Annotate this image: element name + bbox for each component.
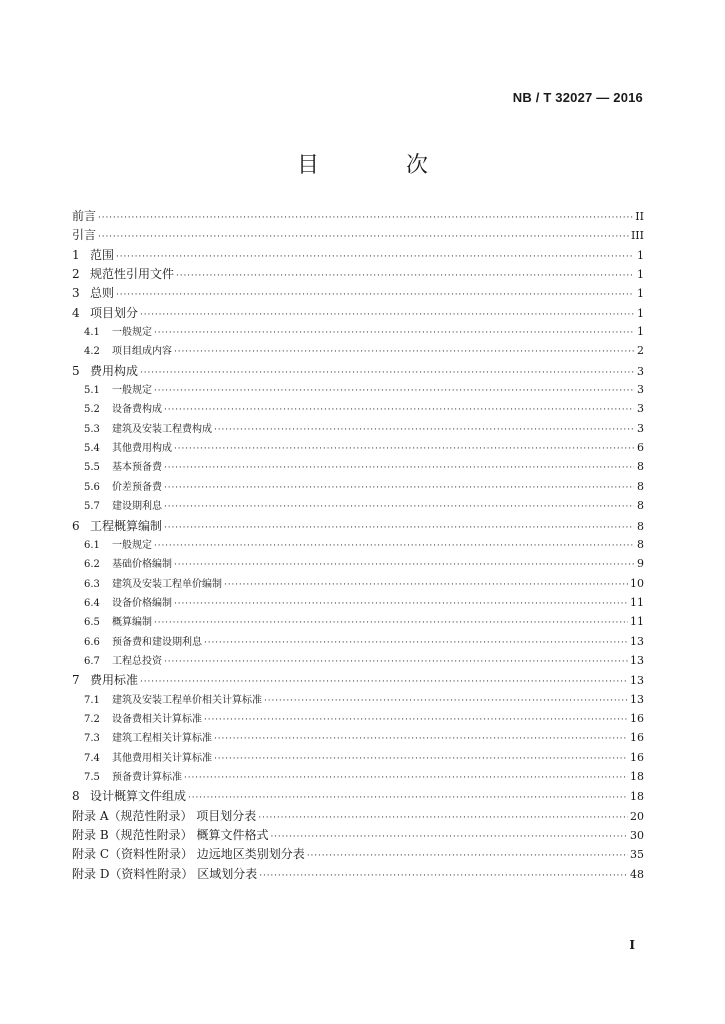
toc-entry-label: 附录 A（规范性附录） 项目划分表 [72,808,257,823]
toc-leader-dots [264,695,628,706]
toc-entry[interactable] [72,265,644,284]
toc-leader-dots [204,714,628,725]
toc-leader-dots [174,346,634,357]
toc-entry-page: 48 [630,867,644,881]
toc-entry-number: 4 [72,305,80,320]
toc-entry-page: 8 [637,499,644,513]
toc-entry-label: 基础价格编制 [112,559,172,571]
toc-entry-page: 8 [637,460,644,474]
toc-entry-page: 3 [637,383,644,397]
toc-leader-dots [116,248,634,262]
toc-entry[interactable] [72,575,644,594]
toc-entry[interactable] [72,555,644,574]
toc-entry-label: 设计概算文件组成 [90,789,187,804]
toc-leader-dots [258,809,628,823]
toc-leader-dots [174,559,634,570]
toc-entry-label: 其他费用构成 [112,443,172,455]
page-number: I [629,938,635,952]
toc-leader-dots [307,847,628,861]
toc-entry-page: 1 [637,287,644,301]
toc-entry-number: 7.3 [84,733,100,745]
toc-entry-number: 6.7 [84,655,100,667]
toc-entry-label: 概算编制 [112,617,152,629]
toc-entry-number: 3 [72,286,80,301]
toc-entry-page: 9 [637,557,644,571]
toc-entry-page: 10 [630,576,644,590]
toc-entry-label: 附录 B（规范性附录） 概算文件格式 [72,828,269,842]
toc-entry[interactable] [72,284,644,303]
toc-entry-label: 设备价格编制 [112,597,172,609]
toc-entry[interactable] [72,807,644,826]
toc-entry-page: III [630,229,644,243]
toc-entry-label: 费用标准 [90,673,139,688]
toc-entry-page: 3 [637,364,644,378]
toc-leader-dots [164,656,628,667]
toc-entry-number: 6.5 [84,617,100,629]
toc-entry[interactable] [72,768,644,787]
toc-entry[interactable] [72,787,644,806]
toc-entry-page: 18 [630,790,644,804]
toc-entry[interactable] [72,246,644,265]
toc-entry[interactable] [72,497,644,516]
toc-entry-number: 5.5 [84,462,100,474]
toc-entry[interactable] [72,826,644,845]
toc-leader-dots [140,306,634,320]
toc-entry-label: 预备费和建设期利息 [112,636,202,648]
toc-entry[interactable] [72,749,644,768]
toc-leader-dots [188,789,628,803]
toc-entry-number: 4.1 [84,327,100,339]
toc-entry-page: 11 [630,615,644,629]
toc-entry-number: 6.1 [84,539,100,551]
toc-entry[interactable] [72,671,644,690]
toc-entry[interactable] [72,710,644,729]
toc-entry-number: 5.3 [84,423,100,435]
toc-entry-page: 1 [637,248,644,262]
toc-entry[interactable] [72,439,644,458]
toc-entry-number: 5.1 [84,385,100,397]
toc-entry-page: 8 [637,537,644,551]
toc-entry-page: 16 [630,750,644,764]
toc-leader-dots [140,364,634,378]
toc-entry[interactable] [72,633,644,652]
toc-entry-label: 一般规定 [112,327,152,339]
toc-entry[interactable] [72,517,644,536]
toc-leader-dots [224,579,628,590]
toc-entry-label: 预备费计算标准 [112,771,182,783]
toc-leader-dots [164,482,634,493]
toc-entry-number: 6.3 [84,578,100,590]
toc-entry-number: 7.5 [84,771,100,783]
toc-leader-dots [184,772,628,783]
toc-entry-number: 4.2 [84,346,100,358]
toc-entry-page: 2 [637,344,644,358]
toc-entry-label: 工程总投资 [112,655,162,667]
toc-entry-page: 13 [630,634,644,648]
toc-entry-page: 8 [637,519,644,533]
toc-leader-dots [204,637,628,648]
toc-leader-dots [176,267,634,281]
toc-entry-number: 1 [72,247,80,262]
toc-entry-label: 范围 [90,247,115,262]
toc-leader-dots [164,404,634,415]
toc-entry[interactable] [72,536,644,555]
toc-entry-page: 1 [637,268,644,282]
toc-entry[interactable] [72,613,644,632]
toc-entry-label: 费用构成 [90,363,139,378]
page-title: 目 次 [297,153,468,178]
toc-entry-number: 2 [72,267,80,282]
toc-entry-number: 5.4 [84,443,100,455]
toc-entry[interactable] [72,342,644,361]
toc-entry-page: 13 [630,653,644,667]
toc-entry-number: 5.7 [84,501,100,513]
toc-entry-number: 7.1 [84,694,100,706]
toc-entry[interactable] [72,381,644,400]
toc-entry-number: 6.6 [84,636,100,648]
toc-entry-page: 16 [630,711,644,725]
toc-entry-label: 价差预备费 [112,481,162,493]
toc-entry-number: 5.6 [84,481,100,493]
toc-entry-number: 6.4 [84,597,100,609]
toc-leader-dots [214,733,628,744]
toc-leader-dots [154,385,634,396]
toc-leader-dots [214,424,634,435]
toc-entry-label: 一般规定 [112,385,152,397]
toc-entry-page: 1 [637,325,644,339]
toc-entry-page: 8 [637,479,644,493]
toc-leader-dots [164,501,634,512]
toc-entry-label: 建筑及安装工程费构成 [112,423,212,435]
toc-entry-page: II [635,210,644,223]
toc-leader-dots [174,598,628,609]
toc-entry-label: 设备费构成 [112,404,162,416]
toc-entry-label: 设备费相关计算标准 [112,713,202,725]
toc-entry[interactable] [72,362,644,381]
toc-entry-label: 其他费用相关计算标准 [112,752,212,764]
toc-entry-page: 13 [630,692,644,706]
toc-entry[interactable] [72,304,644,323]
toc-leader-dots [214,753,628,764]
toc-entry[interactable] [72,729,644,748]
toc-entry-label: 建筑工程相关计算标准 [112,733,212,745]
toc-entry[interactable] [72,652,644,671]
toc-leader-dots [116,286,634,300]
toc-entry-label: 建筑及安装工程单价相关计算标准 [112,694,262,706]
toc-entry-page: 18 [630,769,644,783]
toc-entry-page: 1 [637,306,644,320]
toc-entry-label: 建筑及安装工程单价编制 [112,578,222,590]
toc-entry-page: 3 [637,402,644,416]
toc-entry-label: 附录 C（资料性附录） 边远地区类别划分表 [72,847,305,862]
toc-entry-number: 5.2 [84,404,100,416]
toc-entry-page: 6 [637,441,644,455]
toc-entry-label: 一般规定 [112,539,152,551]
toc-entry[interactable] [72,323,644,342]
toc-leader-dots [154,617,628,628]
toc-entry-page: 13 [630,674,644,688]
toc-entry-label: 项目组成内容 [112,346,172,358]
toc-entry-number: 7 [72,673,80,688]
toc-entry-number: 6 [72,518,80,533]
toc-entry-page: 20 [630,809,644,823]
toc-entry-page: 30 [630,829,644,842]
toc-entry-number: 6.2 [84,559,100,571]
toc-entry[interactable] [72,865,644,884]
toc-entry-label: 基本预备费 [112,462,162,474]
toc-entry[interactable] [72,691,644,710]
toc-entry-page: 11 [630,595,644,609]
standard-code: NB / T 32027 — 2016 [512,90,643,105]
toc-entry-label: 前言 [72,209,97,223]
table-of-contents [72,207,644,884]
toc-entry-label: 规范性引用文件 [90,267,175,282]
toc-entry-label: 附录 D（资料性附录） 区域划分表 [72,866,258,881]
toc-entry[interactable] [72,420,644,439]
toc-entry[interactable] [72,400,644,419]
toc-entry-number: 7.2 [84,713,100,725]
toc-entry[interactable] [72,594,644,613]
toc-leader-dots [174,443,634,454]
toc-leader-dots [140,673,628,687]
toc-entry[interactable] [72,226,644,245]
toc-entry-number: 5 [72,363,80,378]
toc-entry-number: 8 [72,789,80,804]
toc-leader-dots [164,462,634,473]
toc-entry-label: 引言 [72,228,97,243]
toc-leader-dots [164,519,634,533]
toc-entry-page: 16 [630,731,644,745]
toc-entry-label: 总则 [90,286,115,301]
toc-leader-dots [270,828,628,842]
toc-entry[interactable] [72,207,644,226]
toc-entry[interactable] [72,845,644,864]
toc-entry-page: 35 [630,848,644,862]
toc-leader-dots [98,209,633,223]
toc-entry-label: 建设期利息 [112,501,162,513]
toc-entry[interactable] [72,458,644,477]
toc-leader-dots [98,228,629,242]
toc-leader-dots [154,540,634,551]
toc-entry-label: 工程概算编制 [90,518,163,533]
toc-entry-label: 项目划分 [90,305,139,320]
toc-leader-dots [259,867,628,881]
toc-leader-dots [154,327,634,338]
toc-entry[interactable] [72,478,644,497]
toc-entry-number: 7.4 [84,752,100,764]
toc-entry-page: 3 [637,421,644,435]
